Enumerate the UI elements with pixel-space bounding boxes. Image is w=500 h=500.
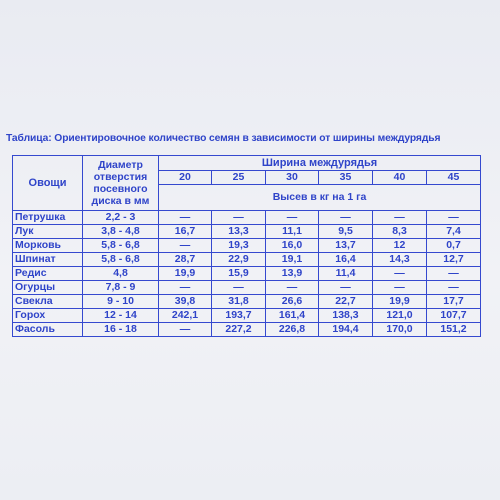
vegetable-name: Горох <box>13 309 83 323</box>
width-value: 20 <box>159 171 212 185</box>
seeding-rate-value: — <box>159 323 212 337</box>
vegetable-name: Морковь <box>13 239 83 253</box>
disc-diameter: 16 - 18 <box>83 323 159 337</box>
disc-diameter: 4,8 <box>83 267 159 281</box>
disc-diameter: 9 - 10 <box>83 295 159 309</box>
seeding-rate-value: 13,7 <box>319 239 373 253</box>
width-value: 35 <box>319 171 373 185</box>
seeding-rate-value: 161,4 <box>266 309 319 323</box>
seeding-rate-value: 22,9 <box>212 253 266 267</box>
seeding-rate-value: — <box>266 281 319 295</box>
width-value: 25 <box>212 171 266 185</box>
seeding-rate-value: 31,8 <box>212 295 266 309</box>
seeding-rate-value: 9,5 <box>319 225 373 239</box>
seeding-rate-value: 17,7 <box>427 295 481 309</box>
width-value: 40 <box>373 171 427 185</box>
seeding-rate-value: — <box>212 281 266 295</box>
seeding-rate-value: — <box>373 211 427 225</box>
width-value: 45 <box>427 171 481 185</box>
seeding-rate-value: — <box>319 211 373 225</box>
seeding-rate-value: 39,8 <box>159 295 212 309</box>
table-row <box>13 309 481 323</box>
vegetable-name: Лук <box>13 225 83 239</box>
vegetable-name: Шпинат <box>13 253 83 267</box>
table-row <box>13 281 481 295</box>
vegetable-name: Петрушка <box>13 211 83 225</box>
seeding-rate-value: — <box>266 211 319 225</box>
seeding-rate-value: 242,1 <box>159 309 212 323</box>
seeding-rate-value: 194,4 <box>319 323 373 337</box>
seeding-rate-value: 227,2 <box>212 323 266 337</box>
seeding-rate-value: 170,0 <box>373 323 427 337</box>
header-seeding-rate: Высев в кг на 1 га <box>159 185 481 211</box>
vegetable-name: Свекла <box>13 295 83 309</box>
seeding-rate-value: 19,9 <box>373 295 427 309</box>
seeding-rate-value: 11,1 <box>266 225 319 239</box>
table-row <box>13 211 481 225</box>
seeding-rate-value: — <box>319 281 373 295</box>
seeding-rate-value: 19,1 <box>266 253 319 267</box>
vegetable-name: Огурцы <box>13 281 83 295</box>
seed-rate-table <box>12 155 481 337</box>
table-row <box>13 239 481 253</box>
seeding-rate-value: 16,7 <box>159 225 212 239</box>
seeding-rate-value: 7,4 <box>427 225 481 239</box>
seeding-rate-value: — <box>373 281 427 295</box>
seeding-rate-value: 16,0 <box>266 239 319 253</box>
disc-diameter: 12 - 14 <box>83 309 159 323</box>
disc-diameter: 7,8 - 9 <box>83 281 159 295</box>
seeding-rate-value: 151,2 <box>427 323 481 337</box>
seeding-rate-value: 0,7 <box>427 239 481 253</box>
seeding-rate-value: 13,3 <box>212 225 266 239</box>
seeding-rate-value: 226,8 <box>266 323 319 337</box>
table-caption: Таблица: Ориентировочное количество семян в зависимости от ширины междурядья <box>6 133 441 144</box>
disc-diameter: 3,8 - 4,8 <box>83 225 159 239</box>
seeding-rate-value: 14,3 <box>373 253 427 267</box>
vegetable-name: Фасоль <box>13 323 83 337</box>
seeding-rate-value: 15,9 <box>212 267 266 281</box>
seeding-rate-value: 12,7 <box>427 253 481 267</box>
seeding-rate-value: — <box>373 267 427 281</box>
header-diameter: Диаметр отверстия посевного диска в мм <box>83 156 159 211</box>
table-row <box>13 323 481 337</box>
seeding-rate-value: 193,7 <box>212 309 266 323</box>
table-row <box>13 225 481 239</box>
seeding-rate-value: 12 <box>373 239 427 253</box>
seeding-rate-value: 22,7 <box>319 295 373 309</box>
seeding-rate-value: 13,9 <box>266 267 319 281</box>
width-value: 30 <box>266 171 319 185</box>
seeding-rate-value: — <box>427 267 481 281</box>
disc-diameter: 2,2 - 3 <box>83 211 159 225</box>
disc-diameter: 5,8 - 6,8 <box>83 239 159 253</box>
seeding-rate-value: 138,3 <box>319 309 373 323</box>
header-vegetables: Овощи <box>13 156 83 211</box>
seeding-rate-value: — <box>159 211 212 225</box>
seeding-rate-value: 19,3 <box>212 239 266 253</box>
disc-diameter: 5,8 - 6,8 <box>83 253 159 267</box>
seeding-rate-value: 28,7 <box>159 253 212 267</box>
table-row <box>13 295 481 309</box>
header-row-width: Ширина междурядья <box>159 156 481 171</box>
seeding-rate-value: 26,6 <box>266 295 319 309</box>
seeding-rate-value: — <box>159 239 212 253</box>
table-row <box>13 253 481 267</box>
seeding-rate-value: — <box>212 211 266 225</box>
vegetable-name: Редис <box>13 267 83 281</box>
seeding-rate-value: — <box>159 281 212 295</box>
seeding-rate-value: 19,9 <box>159 267 212 281</box>
seeding-rate-value: 8,3 <box>373 225 427 239</box>
seeding-rate-value: 16,4 <box>319 253 373 267</box>
seeding-rate-value: 107,7 <box>427 309 481 323</box>
seeding-rate-value: — <box>427 211 481 225</box>
seeding-rate-value: 11,4 <box>319 267 373 281</box>
seeding-rate-value: 121,0 <box>373 309 427 323</box>
seeding-rate-value: — <box>427 281 481 295</box>
table-row <box>13 267 481 281</box>
